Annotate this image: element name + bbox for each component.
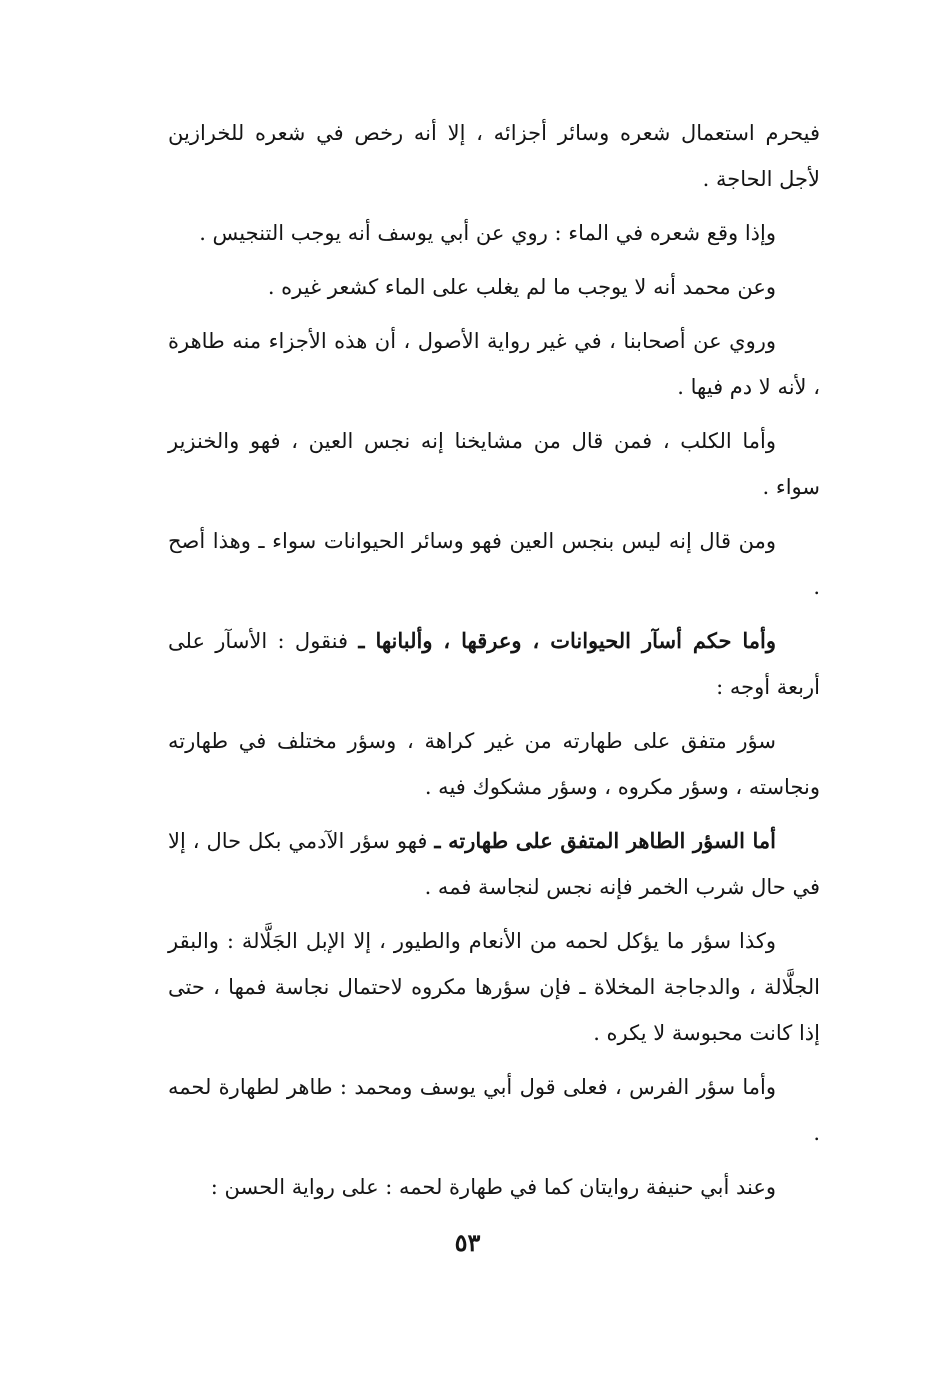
body-text — [168, 110, 820, 1218]
page-number: ٥٣ — [454, 1228, 481, 1257]
paragraph-10: وكذا سؤر ما يؤكل لحمه من الأنعام والطيور ، إلا الإبل الجَلَّالة : والبقر الجلَّالة ، والدجاجة المخلاة ـ فإن سؤرها مكروه لاحتمال نجاسة فمها ، حتى إذا كانت محبوسة لا يكره . — [168, 929, 820, 1045]
paragraph-7-heading: وأما حكم أسآر الحيوانات ، وعرقها ، وألبانها ـ — [358, 628, 776, 653]
paragraph-1: فيحرم استعمال شعره وسائر أجزائه ، إلا أنه رخص في شعره للخرازين لأجل الحاجة . — [168, 121, 820, 191]
paragraph-6: ومن قال إنه ليس بنجس العين فهو وسائر الحيوانات سواء ـ وهذا أصح . — [168, 529, 820, 599]
paragraph-2: وإذا وقع شعره في الماء : روي عن أبي يوسف أنه يوجب التنجيس . — [199, 221, 776, 245]
paragraph-7: وأما حكم أسآر الحيوانات ، وعرقها ، وألبانها ـ فنقول : الأسآر على أربعة أوجه : — [168, 628, 820, 699]
paragraph-9-heading: أما السؤر الطاهر المتفق على طهارته ـ — [434, 828, 776, 853]
paragraph-12: وعند أبي حنيفة روايتان كما في طهارة لحمه : على رواية الحسن : — [210, 1175, 776, 1199]
paragraph-11: وأما سؤر الفرس ، فعلى قول أبي يوسف ومحمد : طاهر لطهارة لحمه . — [168, 1075, 820, 1145]
paragraph-9: أما السؤر الطاهر المتفق على طهارته ـ فهو سؤر الآدمي بكل حال ، إلا في حال شرب الخمر فإنه نجس لنجاسة فمه . — [168, 828, 820, 899]
paragraph-5: وأما الكلب ، فمن قال من مشايخنا إنه نجس العين ، فهو والخنزير سواء . — [168, 429, 820, 499]
paragraph-8: سؤر متفق على طهارته من غير كراهة ، وسؤر مختلف في طهارته ونجاسته ، وسؤر مكروه ، وسؤر مشكوك فيه . — [168, 729, 820, 799]
paragraph-4: وروي عن أصحابنا ، في غير رواية الأصول ، أن هذه الأجزاء منه طاهرة ، لأنه لا دم فيها . — [168, 329, 820, 399]
paragraph-3: وعن محمد أنه لا يوجب ما لم يغلب على الماء كشعر غيره . — [267, 275, 776, 299]
